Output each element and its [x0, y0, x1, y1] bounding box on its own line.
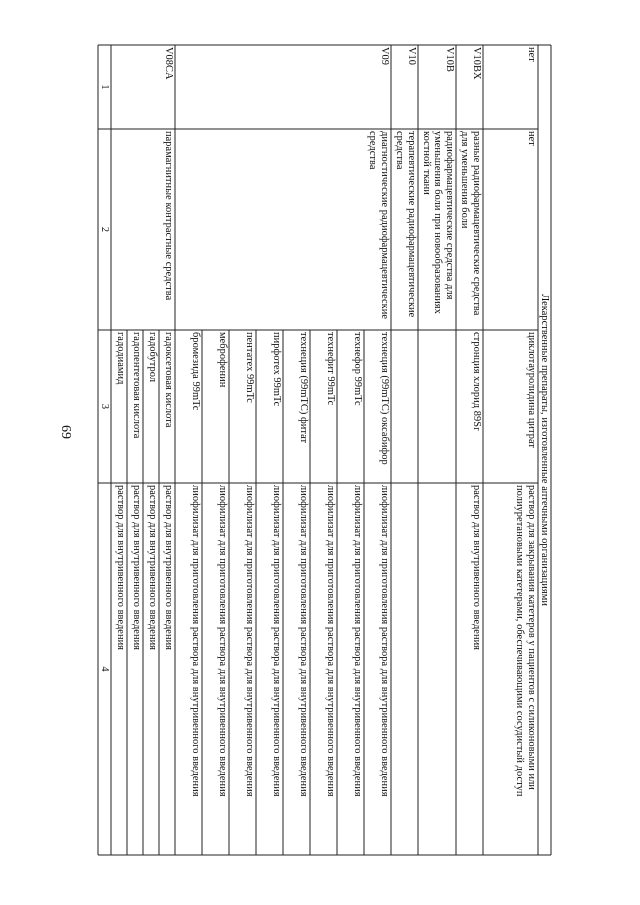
atc-code: V10B: [444, 47, 455, 73]
rotated-table: [98, 45, 578, 855]
atc-code: V08CA: [163, 47, 174, 80]
dosage-form: раствор для закрывания катетеров у пациентов с силиконовыми или полиуретановыми катетерами, обеспечивающими сосудистый доступ: [514, 485, 537, 797]
dosage-form: раствор для внутривенного введения: [115, 485, 126, 651]
drug-name: бромезида 99mTc: [190, 332, 201, 411]
atc-group: диагностические радиофармацевтические средства: [367, 131, 390, 320]
dosage-form: лиофилизат для приготовления раствора для внутривенного введения: [298, 485, 309, 797]
atc-group: терапевтические радиофармацевтические средства: [394, 131, 417, 318]
drug-name: циклотауролидина цитрат: [526, 332, 537, 448]
atc-group: парамагнитные контрастные средства: [163, 131, 174, 301]
drug-name: технеция (99mTC) оксабифор: [379, 332, 390, 465]
drug-name: меброфенин: [217, 332, 228, 388]
drug-name: гадодиамид: [115, 332, 126, 385]
dosage-form: лиофилизат для приготовления раствора для внутривенного введения: [352, 485, 363, 797]
drug-name: гадопентетовая кислота: [131, 332, 142, 439]
dosage-form: раствор для внутривенного введения: [163, 485, 174, 651]
drug-name: [392, 332, 417, 481]
drug-name: технефор 99mTc: [352, 332, 363, 406]
drug-name: пентатех 99mTc: [244, 332, 255, 403]
column-number: 1: [99, 84, 110, 90]
drug-name: технефит 99mTc: [325, 332, 336, 406]
page-number: 69: [58, 425, 73, 439]
drug-name: стронция хлорид 89Sr: [471, 332, 482, 431]
atc-code: V10BX: [471, 47, 482, 80]
dosage-form: раствор для внутривенного введения: [131, 485, 142, 651]
column-number: 2: [99, 226, 110, 233]
dosage-form: лиофилизат для приготовления раствора для внутривенного введения: [271, 485, 282, 797]
dosage-form: лиофилизат для приготовления раствора для внутривенного введения: [190, 485, 201, 797]
drug-name: [419, 332, 455, 481]
drug-name: пирфотех 99mTc: [271, 332, 282, 407]
column-number: 3: [99, 403, 110, 410]
dosage-form: раствор для внутривенного введения: [147, 485, 158, 651]
dosage-form: лиофилизат для приготовления раствора для внутривенного введения: [217, 485, 228, 797]
dosage-form: лиофилизат для приготовления раствора для внутривенного введения: [244, 485, 255, 797]
dosage-form: лиофилизат для приготовления раствора для внутривенного введения: [379, 485, 390, 797]
atc-code: V09: [379, 47, 390, 66]
footer-row: Лекарственные препараты, изготовленные аптечными организациями: [539, 294, 550, 606]
dosage-form: лиофилизат для приготовления раствора для внутривенного введения: [325, 485, 336, 797]
drug-name: технеция (99mTC) фитат: [298, 332, 309, 444]
atc-group: нет: [526, 131, 537, 146]
dosage-form: [419, 485, 455, 853]
column-number: 4: [99, 666, 110, 672]
atc-group: радиофармацевтические средства для уменьшения боли при новообразованиях костной ткани: [420, 131, 455, 314]
dosage-form: раствор для внутривенного введения: [471, 485, 482, 651]
drug-name: гадобутрол: [147, 332, 158, 383]
dosage-form: [392, 485, 417, 853]
drug-name: гадоксетовая кислота: [163, 332, 174, 428]
atc-code: нет: [526, 47, 537, 62]
atc-group: разные радиофармацевтические средства для уменьшения боли: [459, 131, 482, 316]
atc-code: V10: [406, 47, 417, 66]
